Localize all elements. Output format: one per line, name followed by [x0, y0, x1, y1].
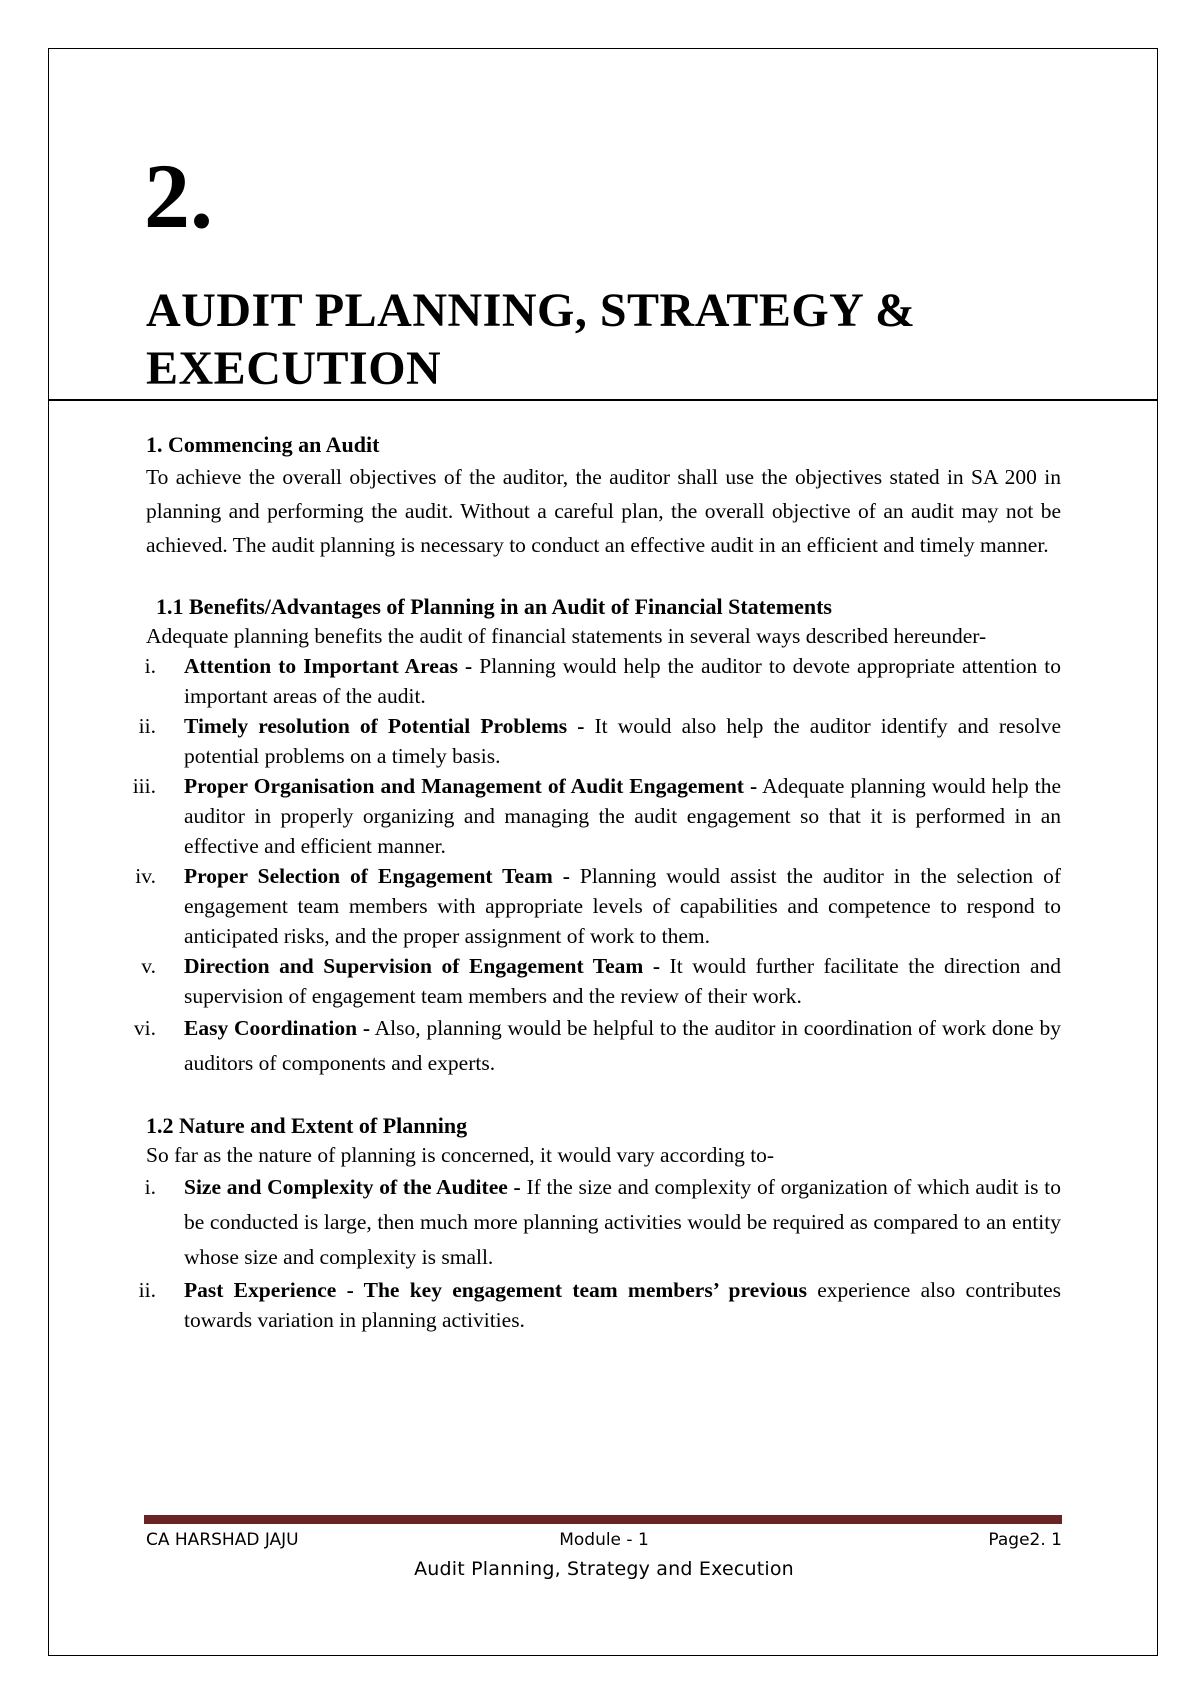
chapter-title-line-1: AUDIT PLANNING, STRATEGY &	[146, 284, 916, 337]
footer-divider	[144, 1515, 1062, 1524]
main-content	[132, 430, 1061, 1335]
chapter-title-line-2: EXECUTION	[146, 342, 442, 395]
section-intro-nature-extent: So far as the nature of planning is concerned, it would vary according to-	[146, 1143, 775, 1167]
section-body-commencing-audit: To achieve the overall objectives of the auditor, the auditor shall use the objectives stated in SA 200 in planning and performing the audit. Without a careful plan, the overall objective of an audit may not be achieved. The audit planning is necessary to conduct an effective audit in an efficient and timely manner.	[146, 465, 1061, 557]
list-item: v. Direction and Supervision of Engagement Team - It would further facilitate the direction and supervision of engagement team members and the review of their work.	[141, 954, 1061, 1008]
list-item: i. Size and Complexity of the Auditee - If the size and complexity of organization of which audit is to be conducted is large, then much more planning activities would be required as compared to an entity whose size and complexity is small.	[144, 1175, 1061, 1269]
list-item: iii. Proper Organisation and Management of Audit Engagement - Adequate planning would help the auditor in properly organizing and managing the audit engagement so that it is performed in an effective and efficient manner.	[132, 774, 1061, 858]
section-heading-nature-extent: 1.2 Nature and Extent of Planning	[146, 1113, 468, 1138]
benefits-list	[132, 651, 1061, 1081]
list-item: ii. Past Experience - The key engagement team members’ previous experience also contributes towards variation in planning activities.	[138, 1278, 1061, 1332]
list-item: i. Attention to Important Areas - Planning would help the auditor to devote appropriate attention to important areas of the audit.	[144, 654, 1061, 708]
list-item: ii. Timely resolution of Potential Problems - It would also help the auditor identify and resolve potential problems on a timely basis.	[138, 714, 1061, 768]
chapter-title	[146, 282, 1046, 398]
footer	[146, 1530, 1062, 1556]
footer-author: CA HARSHAD JAJU	[146, 1530, 299, 1550]
section-heading-commencing-audit: 1. Commencing an Audit	[146, 432, 380, 457]
section-heading-benefits: 1.1 Benefits/Advantages of Planning in an Audit of Financial Statements	[156, 594, 832, 619]
chapter-number: 2.	[144, 145, 213, 247]
footer-subtitle: Audit Planning, Strategy and Execution	[414, 1558, 794, 1580]
section-intro-benefits: Adequate planning benefits the audit of financial statements in several ways described hereunder-	[146, 624, 987, 648]
list-item: iv. Proper Selection of Engagement Team - Planning would assist the auditor in the selection of engagement team members with appropriate levels of capabilities and competence to respond to anticipated risks, and the proper assignment of work to them.	[135, 864, 1061, 948]
list-item: vi. Easy Coordination - Also, planning would be helpful to the auditor in coordination of work done by auditors of components and experts.	[133, 1016, 1061, 1075]
title-divider	[48, 399, 1158, 401]
footer-module: Module - 1	[559, 1530, 649, 1550]
footer-page-number: Page2. 1	[988, 1530, 1062, 1550]
nature-list	[138, 1170, 1061, 1335]
